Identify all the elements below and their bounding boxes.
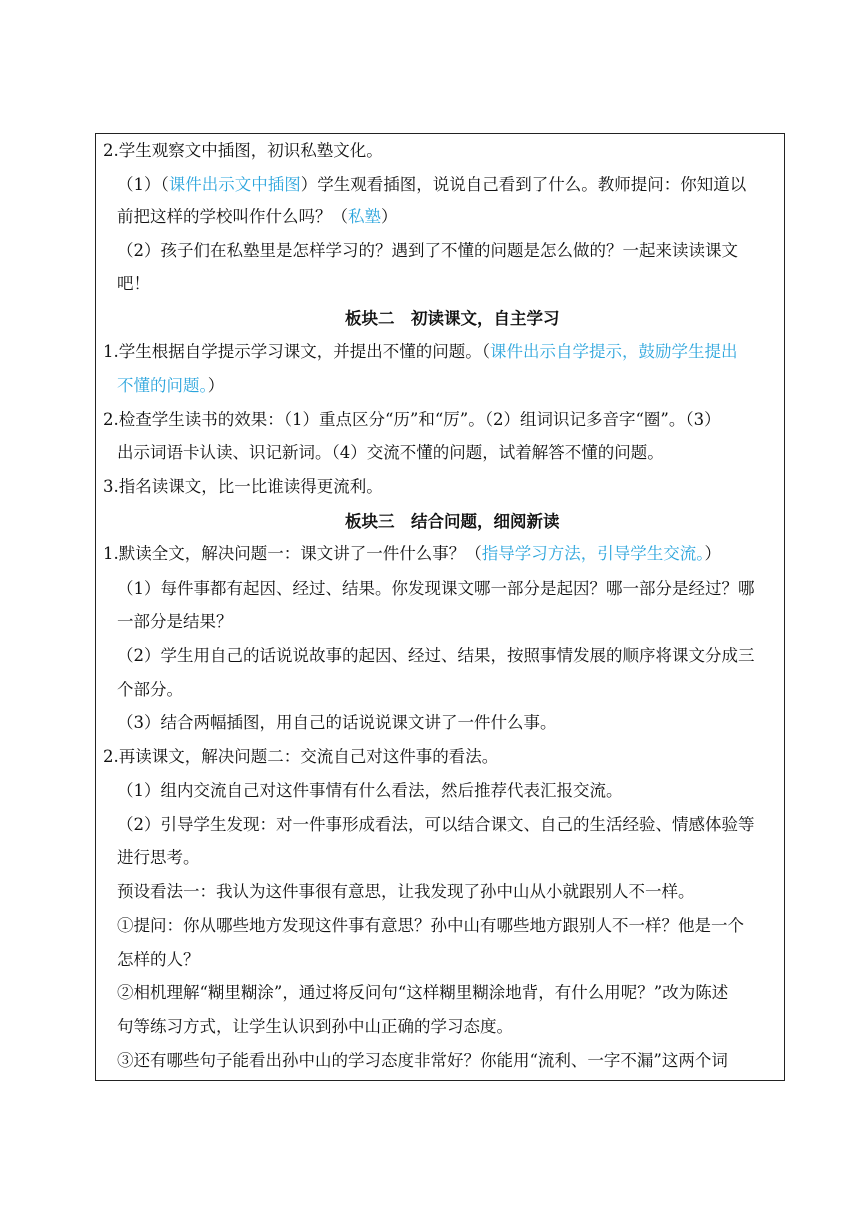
text-segment: （2）学生用自己的话说说故事的起因、经过、结果，按照事情发展的顺序将课文分成三 <box>117 646 755 665</box>
text-line <box>117 781 623 801</box>
text-segment: ）学生观看插图，说说自己看到了什么。教师提问：你知道以 <box>300 175 747 194</box>
text-segment: （1）（ <box>117 175 169 194</box>
text-line <box>117 579 755 599</box>
text-line <box>117 443 664 463</box>
text-segment: ） <box>704 544 721 563</box>
highlighted-text: 课件出示文中插图 <box>168 175 301 194</box>
text-line <box>117 882 695 902</box>
text-segment: 句等练习方式，让学生认识到孙中山正确的学习态度。 <box>117 1017 513 1036</box>
text-line <box>103 410 721 430</box>
text-line <box>117 1051 728 1071</box>
text-line <box>117 680 183 700</box>
text-segment: 1.默读全文，解决问题一：课文讲了一件什么事？（ <box>103 544 482 563</box>
text-segment: ） <box>381 207 398 226</box>
text-segment: （2）孩子们在私塾里是怎样学习的？遇到了不懂的问题是怎么做的？一起来读读课文 <box>117 241 738 260</box>
text-segment: （1）每件事都有起因、经过、结果。你发现课文哪一部分是起因？哪一部分是经过？哪 <box>117 579 755 598</box>
text-line <box>103 747 498 767</box>
text-line <box>117 241 738 261</box>
text-segment: ②相机理解“糊里糊涂”，通过将反问句“这样糊里糊涂地背，有什么用呢？”改为陈述 <box>117 983 729 1002</box>
text-line <box>117 916 744 936</box>
text-line <box>117 713 557 733</box>
text-segment: 1.学生根据自学提示学习课文，并提出不懂的问题。（ <box>103 342 490 361</box>
text-segment: 出示词语卡认读、识记新词。（4）交流不懂的问题，试着解答不懂的问题。 <box>117 443 664 462</box>
text-line <box>103 544 721 564</box>
text-line <box>117 950 200 970</box>
section-heading <box>345 512 560 532</box>
section-heading <box>345 309 560 329</box>
text-segment: 一部分是结果？ <box>117 612 233 631</box>
text-segment: 板块二 初读课文，自主学习 <box>345 309 560 328</box>
highlighted-text: 不懂的问题。 <box>117 376 208 395</box>
text-line <box>117 175 746 195</box>
highlighted-text: 课件出示自学提示，鼓励学生提出 <box>490 342 738 361</box>
text-line <box>117 376 224 396</box>
text-line <box>117 983 728 1003</box>
text-line <box>103 342 738 362</box>
text-segment: ①提问：你从哪些地方发现这件事有意思？孙中山有哪些地方跟别人不一样？他是一个 <box>117 916 744 935</box>
text-line <box>117 612 233 632</box>
text-segment: 个部分。 <box>117 680 183 699</box>
text-segment: ） <box>207 376 225 395</box>
text-line <box>103 141 383 161</box>
text-segment: （2）引导学生发现：对一件事形成看法，可以结合课文、自己的生活经验、情感体验等 <box>117 815 755 834</box>
text-line <box>117 207 398 227</box>
text-segment: 3.指名读课文，比一比谁读得更流利。 <box>103 477 383 496</box>
text-segment: ③还有哪些句子能看出孙中山的学习态度非常好？你能用“流利、一字不漏”这两个词 <box>117 1051 728 1070</box>
text-line <box>117 646 755 666</box>
text-line <box>117 274 150 294</box>
text-line <box>103 477 383 497</box>
text-segment: 2.学生观察文中插图，初识私塾文化。 <box>103 141 383 160</box>
text-segment: 进行思考。 <box>117 848 200 867</box>
text-segment: 预设看法一：我认为这件事很有意思，让我发现了孙中山从小就跟别人不一样。 <box>117 882 695 901</box>
text-segment: 前把这样的学校叫作什么吗？（ <box>117 207 348 226</box>
content-table-border <box>95 133 785 1081</box>
text-segment: （1）组内交流自己对这件事情有什么看法，然后推荐代表汇报交流。 <box>117 781 623 800</box>
text-line <box>117 1017 513 1037</box>
highlighted-text: 私塾 <box>348 207 381 226</box>
highlighted-text: 指导学习方法，引导学生交流。 <box>481 544 705 563</box>
text-line <box>117 815 755 835</box>
text-segment: 板块三 结合问题，细阅新读 <box>345 512 560 531</box>
text-segment: 怎样的人？ <box>117 950 200 969</box>
text-segment: 2.检查学生读书的效果：（1）重点区分“历”和“厉”。（2）组词识记多音字“圈”。（3） <box>103 410 721 429</box>
text-segment: 2.再读课文，解决问题二：交流自己对这件事的看法。 <box>103 747 499 766</box>
text-segment: （3）结合两幅插图，用自己的话说说课文讲了一件什么事。 <box>117 713 557 732</box>
text-segment: 吧！ <box>117 274 150 293</box>
text-line <box>117 848 200 868</box>
